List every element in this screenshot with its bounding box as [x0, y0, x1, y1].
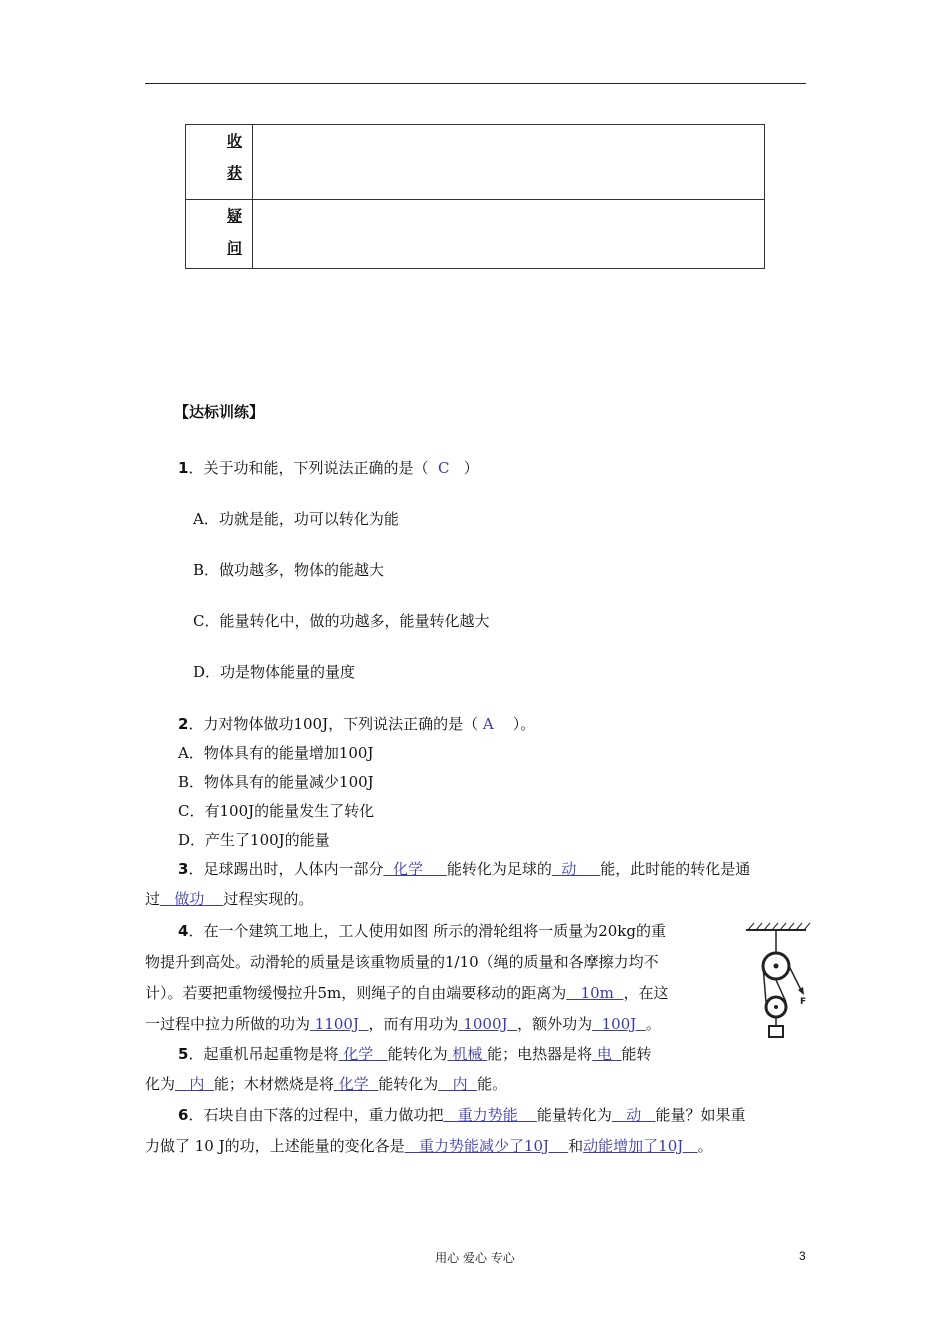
q1-answer: C: [438, 459, 450, 477]
q6-blank-2: 动: [626, 1106, 642, 1124]
q5-blank-5: 化学: [338, 1075, 369, 1093]
q1-stem: 1．关于功和能，下列说法正确的是（ C ）: [178, 459, 479, 477]
q2-answer: A: [482, 715, 494, 733]
ceiling-hatching: [748, 923, 810, 930]
gain-label-cell: [186, 125, 253, 200]
q6-blank-4: 动能增加了10J: [583, 1137, 684, 1155]
q5-line2: 化为 内 能；木材燃烧是将 化学 能转化为 内 能。: [145, 1075, 508, 1093]
q5-blank-1: 化学: [343, 1045, 374, 1063]
question-label-char: 疑: [226, 207, 242, 225]
q4-blank-2: 1100J: [314, 1015, 359, 1033]
q4-line1: 4．在一个建筑工地上，工人使用如图 所示的滑轮组将一质量为20kg的重: [178, 922, 666, 940]
q1-option-b: B．做功越多，物体的能越大: [193, 561, 385, 579]
question-label-char: 问: [226, 239, 242, 257]
q3-line2: 过 做功 过程实现的。: [145, 890, 314, 908]
q2-option-b: B．物体具有的能量减少100J: [178, 773, 374, 791]
q3-blank-1: 化学: [393, 860, 424, 878]
gain-label-char: 获: [226, 164, 242, 182]
q3-blank-2: 动: [561, 860, 577, 878]
page-footer: 用心 爱心 专心: [435, 1251, 515, 1265]
q4-blank-1: 10m: [580, 984, 614, 1002]
gain-content-cell[interactable]: [253, 125, 765, 200]
q6-line2: 力做了 10 J的功，上述能量的变化各是 重力势能减少了10J 和动能增加了10J 。: [145, 1137, 713, 1155]
q2-option-a: A．物体具有的能量增加100J: [178, 744, 374, 762]
q4-line3: 计）。若要把重物缓慢拉升5m，则绳子的自由端要移动的距离为 10m ，在这: [145, 984, 669, 1002]
pulley-diagram: [742, 922, 812, 1042]
question-label-cell: [186, 200, 253, 269]
q5-blank-3: 电: [596, 1045, 612, 1063]
q3-blank-3: 做功: [174, 890, 205, 908]
q6-blank-3: 重力势能减少了10J: [418, 1137, 550, 1155]
q1-option-c: C．能量转化中，做的功越多，能量转化越大: [193, 612, 490, 630]
q6-line1: 6．石块自由下落的过程中，重力做功把 重力势能 能量转化为 动 能量？如果重: [178, 1106, 746, 1124]
q3-line1: 3．足球踢出时，人体内一部分 化学 能转化为足球的 动 能，此时能的转化是通: [178, 860, 751, 878]
q1-option-d: D．功是物体能量的量度: [193, 663, 356, 681]
q1-option-a: A．功就是能，功可以转化为能: [193, 510, 399, 528]
pull-arrow: [798, 987, 804, 995]
q4-line2: 物提升到高处。动滑轮的质量是该重物质量的1/10（绳的质量和各摩擦力均不: [145, 953, 659, 971]
rope-free-end: [789, 966, 802, 992]
q2-option-d: D．产生了100J的能量: [178, 831, 330, 849]
fixed-pulley-axle: [774, 964, 779, 969]
question-row: [186, 200, 765, 269]
section-title: 【达标训练】: [174, 403, 265, 421]
load-block: [769, 1026, 783, 1037]
q5-line1: 5．起重机吊起重物是将 化学 能转化为 机械 能；电热器是将 电 能转: [178, 1045, 652, 1063]
gain-row: [186, 125, 765, 200]
q5-blank-6: 内: [452, 1075, 468, 1093]
notes-table: [185, 124, 765, 269]
q4-line4: 一过程中拉力所做的功为 1100J ，而有用功为 1000J ，额外功为 100J 。: [145, 1015, 661, 1033]
gain-label-char: 收: [226, 132, 242, 150]
question-content-cell[interactable]: [253, 200, 765, 269]
q4-blank-3: 1000J: [463, 1015, 508, 1033]
q2-stem: 2．力对物体做功100J，下列说法正确的是（ A ）。: [178, 715, 536, 733]
q5-blank-4: 内: [189, 1075, 205, 1093]
q5-blank-2: 机械: [452, 1045, 483, 1063]
q4-blank-4: 100J: [601, 1015, 637, 1033]
q6-blank-1: 重力势能: [457, 1106, 518, 1124]
header-rule: [145, 83, 806, 84]
movable-pulley-axle: [774, 1005, 778, 1009]
q2-option-c: C．有100J的能量发生了转化: [178, 802, 375, 820]
page-number: 3: [799, 1249, 806, 1263]
force-label: F: [800, 997, 807, 1007]
